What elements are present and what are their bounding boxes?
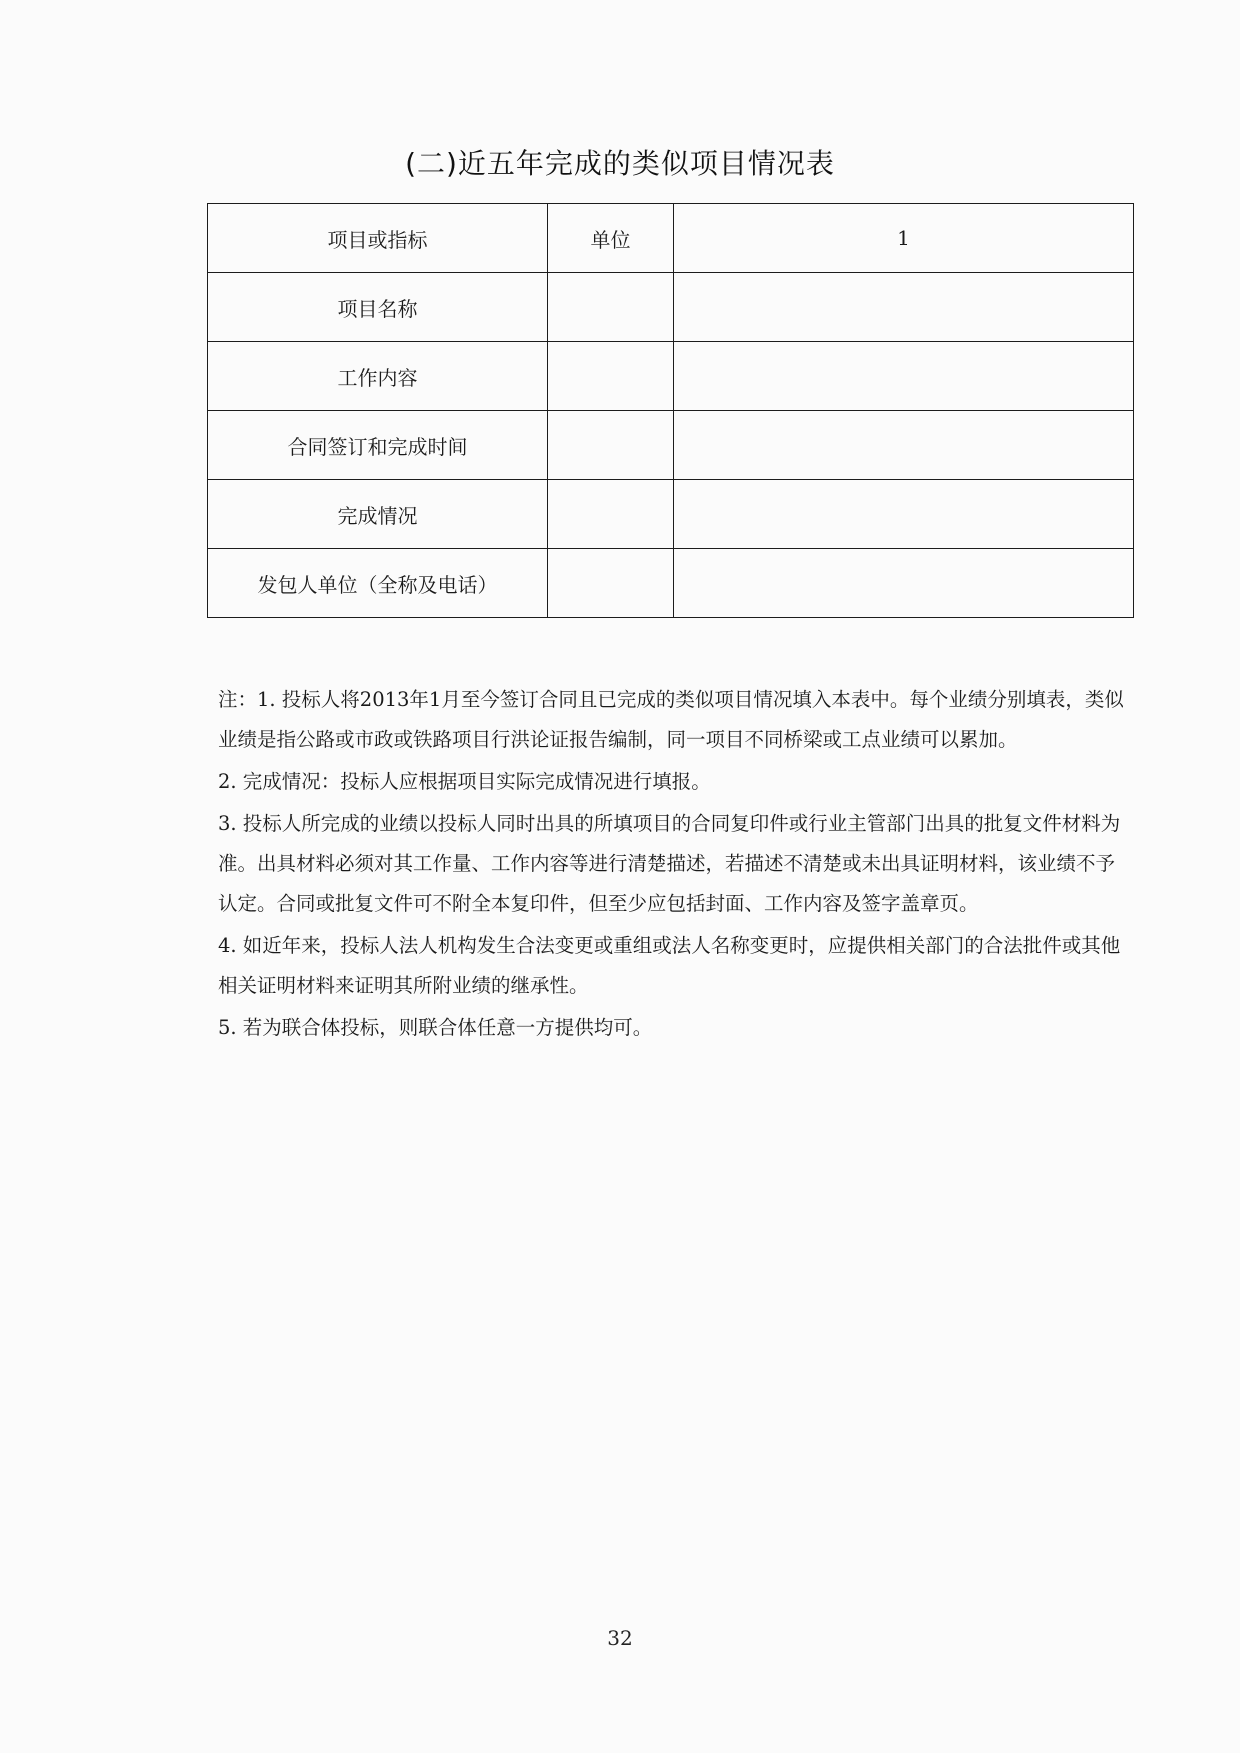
- note-1: 注：1. 投标人将2013年1月至今签订合同且已完成的类似项目情况填入本表中。每个业绩分别填表，类似业绩是指公路或市政或铁路项目行洪论证报告编制，同一项目不同桥梁或工点业绩可以累加。: [218, 688, 1124, 751]
- note-5: 5. 若为联合体投标，则联合体任意一方提供均可。: [218, 1016, 653, 1039]
- row-unit-cell[interactable]: [548, 549, 674, 618]
- row-value-cell[interactable]: [674, 480, 1134, 549]
- table-row: [208, 411, 1134, 480]
- row-unit-cell[interactable]: [548, 342, 674, 411]
- table-row: [208, 549, 1134, 618]
- row-value-cell[interactable]: [674, 273, 1134, 342]
- table-row: [208, 480, 1134, 549]
- header-unit-cell: 单位: [548, 204, 674, 273]
- table-row: [208, 342, 1134, 411]
- row-label: 工作内容: [208, 342, 548, 411]
- row-label: 合同签订和完成时间: [208, 411, 548, 480]
- notes-section: [218, 680, 1124, 1050]
- row-unit-cell[interactable]: [548, 411, 674, 480]
- row-label: 发包人单位（全称及电话）: [208, 549, 548, 618]
- note-3: 3. 投标人所完成的业绩以投标人同时出具的所填项目的合同复印件或行业主管部门出具的批复文件材料为准。出具材料必须对其工作量、工作内容等进行清楚描述，若描述不清楚或未出具证明材料，该业绩不予认定。合同或批复文件可不附全本复印件，但至少应包括封面、工作内容及签字盖章页。: [218, 812, 1121, 915]
- table-row: [208, 273, 1134, 342]
- row-value-cell[interactable]: [674, 411, 1134, 480]
- row-label: 项目名称: [208, 273, 548, 342]
- note-4: 4. 如近年来，投标人法人机构发生合法变更或重组或法人名称变更时，应提供相关部门的合法批件或其他相关证明材料来证明其所附业绩的继承性。: [218, 934, 1121, 997]
- row-unit-cell[interactable]: [548, 480, 674, 549]
- row-value-cell[interactable]: [674, 342, 1134, 411]
- row-unit-cell[interactable]: [548, 273, 674, 342]
- header-column-cell: 1: [674, 204, 1134, 273]
- row-value-cell[interactable]: [674, 549, 1134, 618]
- table-header-row: [208, 204, 1134, 273]
- header-item-cell: 项目或指标: [208, 204, 548, 273]
- page-title: (二)近五年完成的类似项目情况表: [405, 147, 835, 180]
- page-number: 32: [607, 1626, 633, 1650]
- row-label: 完成情况: [208, 480, 548, 549]
- similar-projects-table: [207, 203, 1134, 618]
- note-2: 2. 完成情况：投标人应根据项目实际完成情况进行填报。: [218, 770, 711, 793]
